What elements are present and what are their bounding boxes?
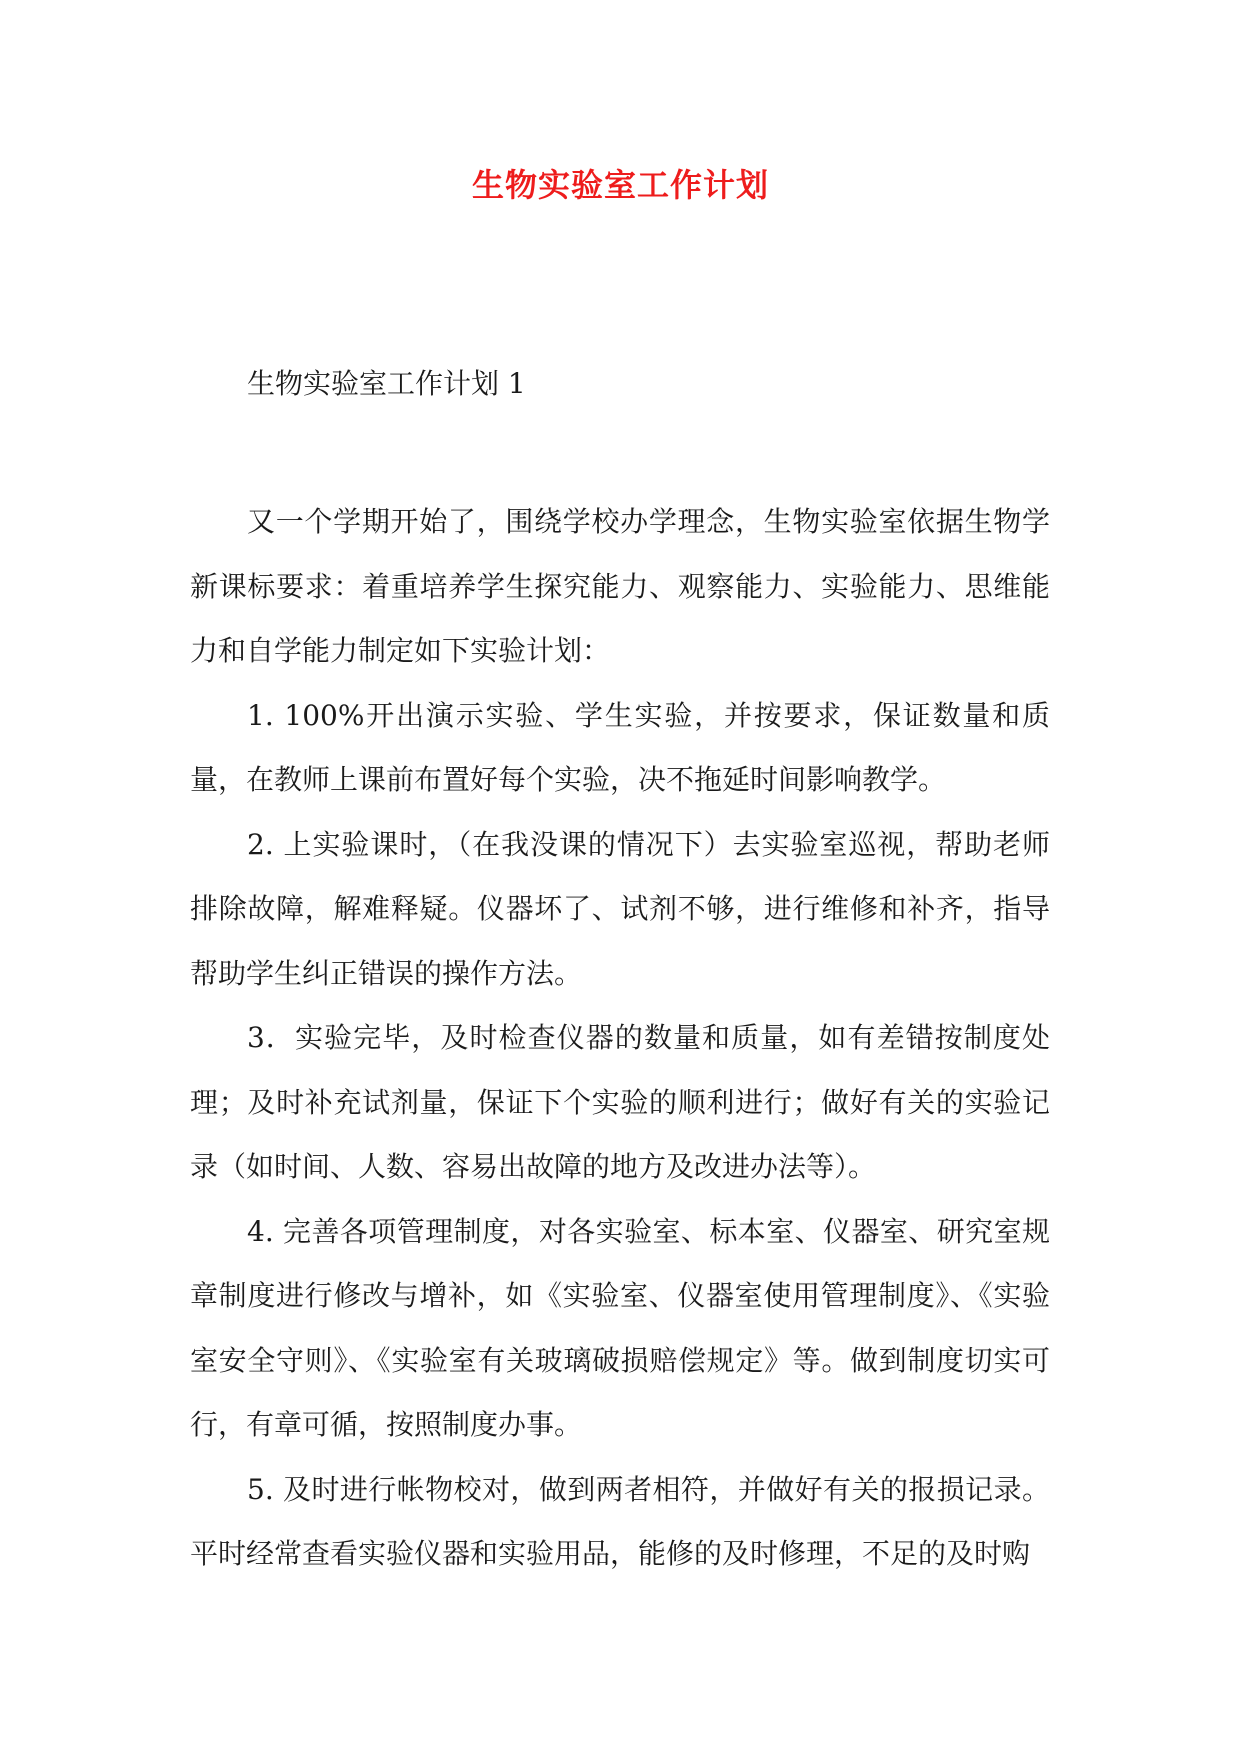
paragraph-item-3: 3．实验完毕，及时检查仪器的数量和质量，如有差错按制度处理；及时补充试剂量，保证下个实验的顺利进行；做好有关的实验记录（如时间、人数、容易出故障的地方及改进办法等）。 xyxy=(190,1021,1050,1183)
document-title: 生物实验室工作计划 xyxy=(471,166,769,204)
paragraph-item-1: 1. 100%开出演示实验、学生实验，并按要求，保证数量和质量，在教师上课前布置好每个实验，决不拖延时间影响教学。 xyxy=(190,698,1050,796)
paragraph-item-4: 4. 完善各项管理制度，对各实验室、标本室、仪器室、研究室规章制度进行修改与增补，如《实验室、仪器室使用管理制度》、《实验室安全守则》、《实验室有关玻璃破损赔偿规定》等。做到制度切实可行，有章可循，按照制度办事。 xyxy=(190,1214,1050,1441)
paragraph-item-5: 5. 及时进行帐物校对，做到两者相符，并做好有关的报损记录。平时经常查看实验仪器和实验用品，能修的及时修理，不足的及时购 xyxy=(190,1472,1050,1570)
section-heading: 生物实验室工作计划 1 xyxy=(247,367,526,400)
paragraph-item-2: 2. 上实验课时，（在我没课的情况下）去实验室巡视，帮助老师排除故障，解难释疑。仪器坏了、试剂不够，进行维修和补齐，指导帮助学生纠正错误的操作方法。 xyxy=(190,827,1050,990)
document-body xyxy=(190,490,1050,1587)
paragraph-intro: 又一个学期开始了，围绕学校办学理念，生物实验室依据生物学新课标要求：着重培养学生探究能力、观察能力、实验能力、思维能力和自学能力制定如下实验计划： xyxy=(190,505,1050,667)
